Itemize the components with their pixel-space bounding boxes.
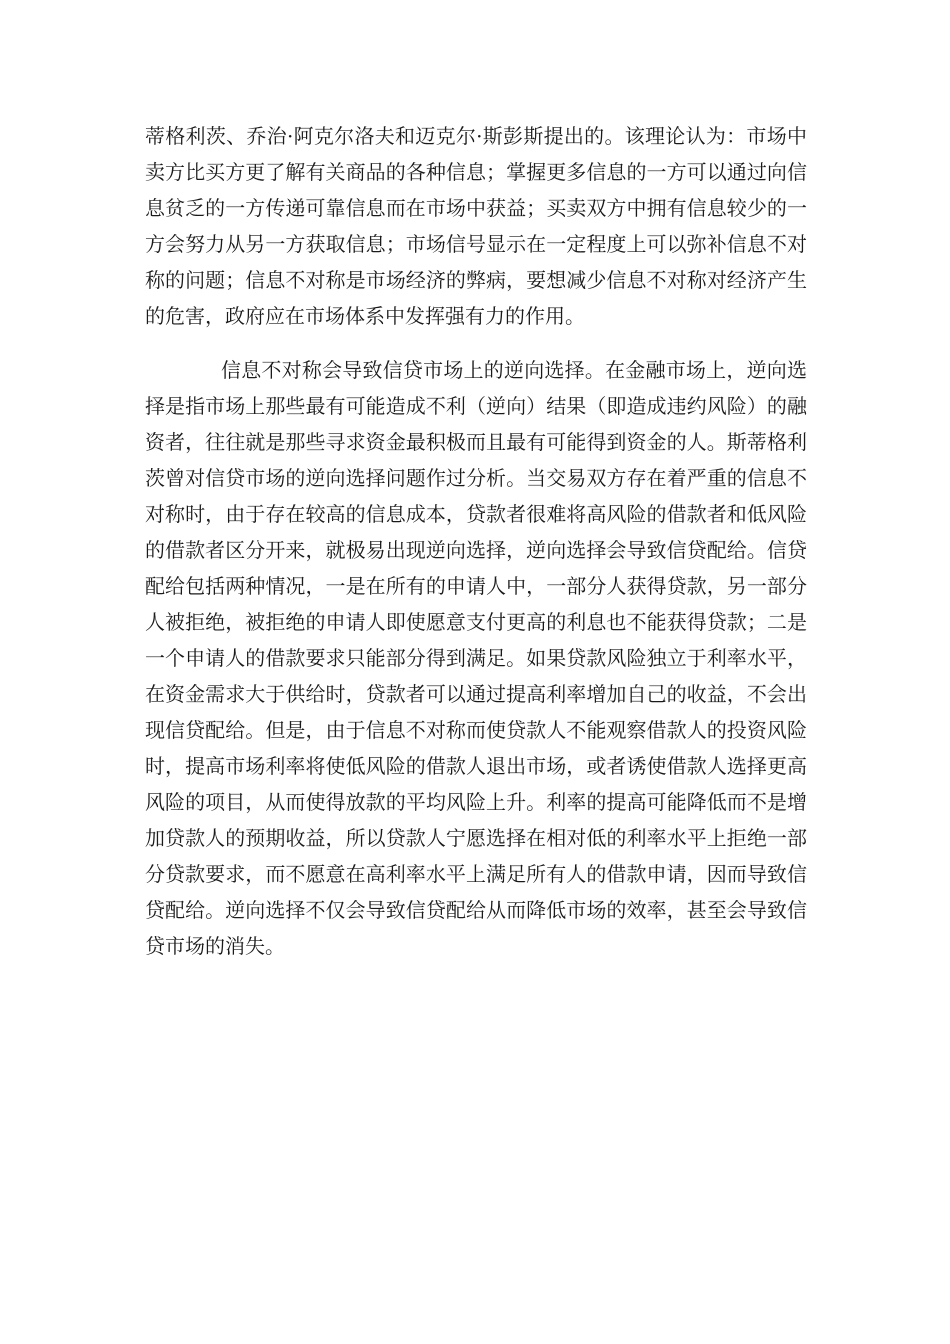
paragraph-adverse-selection: 信息不对称会导致信贷市场上的逆向选择。在金融市场上，逆向选择是指市场上那些最有可能造成不利（逆向）结果（即造成违约风险）的融资者，往往就是那些寻求资金最积极而且最有可能得到资金的人。斯蒂格利茨曾对信贷市场的逆向选择问题作过分析。当交易双方存在着严重的信息不对称时，由于存在较高的信息成本，贷款者很难将高风险的借款者和低风险的借款者区分开来，就极易出现逆向选择，逆向选择会导致信贷配给。信贷配给包括两种情况，一是在所有的申请人中，一部分人获得贷款，另一部分人被拒绝，被拒绝的申请人即使愿意支付更高的利息也不能获得贷款；二是一个申请人的借款要求只能部分得到满足。如果贷款风险独立于利率水平，在资金需求大于供给时，贷款者可以通过提高利率增加自己的收益，不会出现信贷配给。但是，由于信息不对称而使贷款人不能观察借款人的投资风险时，提高市场利率将使低风险的借款人退出市场，或者诱使借款人选择更高风险的项目，从而使得放款的平均风险上升。利率的提高可能降低而不是增加贷款人的预期收益，所以贷款人宁愿选择在相对低的利率水平上拒绝一部分贷款要求，而不愿意在高利率水平上满足所有人的借款申请，因而导致信贷配给。逆向选择不仅会导致信贷配给从而降低市场的效率，甚至会导致信贷市场的消失。 <box>145 358 807 958</box>
document-body <box>145 118 807 964</box>
paragraph-theory-summary: 蒂格利茨、乔治·阿克尔洛夫和迈克尔·斯彭斯提出的。该理论认为：市场中卖方比买方更了解有关商品的各种信息；掌握更多信息的一方可以通过向信息贫乏的一方传递可靠信息而在市场中获益；买卖双方中拥有信息较少的一方会努力从另一方获取信息；市场信号显示在一定程度上可以弥补信息不对称的问题；信息不对称是市场经济的弊病，要想减少信息不对称对经济产生的危害，政府应在市场体系中发挥强有力的作用。 <box>145 124 807 328</box>
